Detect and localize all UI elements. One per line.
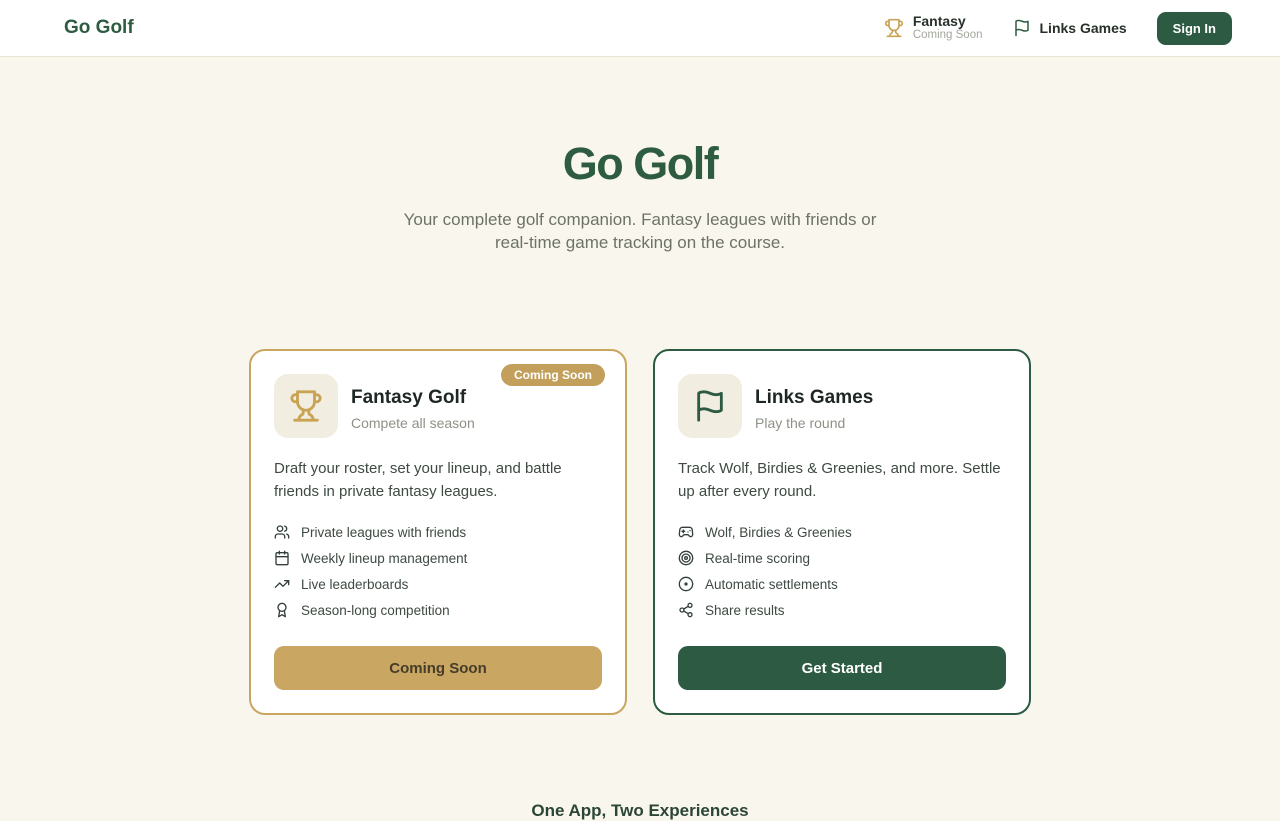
list-item: [678, 519, 1006, 545]
flag-icon: [693, 389, 727, 423]
target-icon: [678, 550, 694, 566]
experience-cards: [0, 349, 1280, 715]
brand-logo[interactable]: Go Golf: [64, 17, 134, 38]
feature-label: Private leagues with friends: [301, 524, 467, 540]
users-icon: [274, 524, 290, 540]
hero-section: [0, 57, 1280, 254]
card-header: [678, 374, 1006, 438]
trophy-icon: [289, 389, 323, 423]
feature-label: Share results: [705, 602, 785, 618]
list-item: [274, 519, 602, 545]
feature-label: Automatic settlements: [705, 576, 838, 592]
trending-up-icon: [274, 576, 290, 592]
feature-list: [678, 519, 1006, 623]
trophy-icon: [884, 18, 904, 38]
circle-dot-icon: [678, 576, 694, 592]
navbar: [0, 0, 1280, 57]
card-icon-box: [274, 374, 338, 438]
card-icon-box: [678, 374, 742, 438]
hero-subtitle: Your complete golf companion. Fantasy leagues with friends or real-time game tracking on the course.: [403, 210, 877, 253]
nav-item-fantasy[interactable]: [884, 13, 983, 43]
list-item: [274, 545, 602, 571]
gamepad-icon: [678, 524, 694, 540]
feature-list: [274, 519, 602, 623]
list-item: [678, 597, 1006, 623]
card-description: Track Wolf, Birdies & Greenies, and more. Settle up after every round.: [678, 460, 1001, 500]
card-subtitle: Compete all season: [351, 415, 475, 432]
award-icon: [274, 602, 290, 618]
coming-soon-badge: Coming Soon: [501, 364, 605, 386]
list-item: [274, 597, 602, 623]
card-title: Links Games: [755, 387, 874, 409]
feature-label: Season-long competition: [301, 602, 450, 618]
section-heading: One App, Two Experiences: [531, 801, 749, 821]
card-title: Fantasy Golf: [351, 387, 467, 409]
feature-label: Weekly lineup management: [301, 550, 468, 566]
page-title: Go Golf: [562, 138, 718, 189]
nav-links-games-label: Links Games: [1039, 19, 1127, 36]
get-started-button[interactable]: Get Started: [678, 646, 1006, 690]
nav-item-links-games[interactable]: [1013, 19, 1127, 37]
feature-label: Live leaderboards: [301, 576, 409, 592]
sign-in-button[interactable]: Sign In: [1157, 12, 1232, 45]
list-item: [678, 571, 1006, 597]
coming-soon-button[interactable]: Coming Soon: [274, 646, 602, 690]
links-games-card: [653, 349, 1031, 715]
list-item: [678, 545, 1006, 571]
card-subtitle: Play the round: [755, 415, 846, 432]
nav-fantasy-label: Fantasy: [912, 13, 966, 30]
fantasy-golf-card: [249, 349, 627, 715]
nav-links: [884, 12, 1232, 45]
feature-label: Wolf, Birdies & Greenies: [705, 524, 852, 540]
card-description: Draft your roster, set your lineup, and battle friends in private fantasy leagues.: [274, 460, 562, 500]
list-item: [274, 571, 602, 597]
calendar-icon: [274, 550, 290, 566]
nav-fantasy-sublabel: Coming Soon: [912, 29, 983, 42]
share-icon: [678, 602, 694, 618]
flag-icon: [1013, 19, 1031, 37]
feature-label: Real-time scoring: [705, 550, 811, 566]
